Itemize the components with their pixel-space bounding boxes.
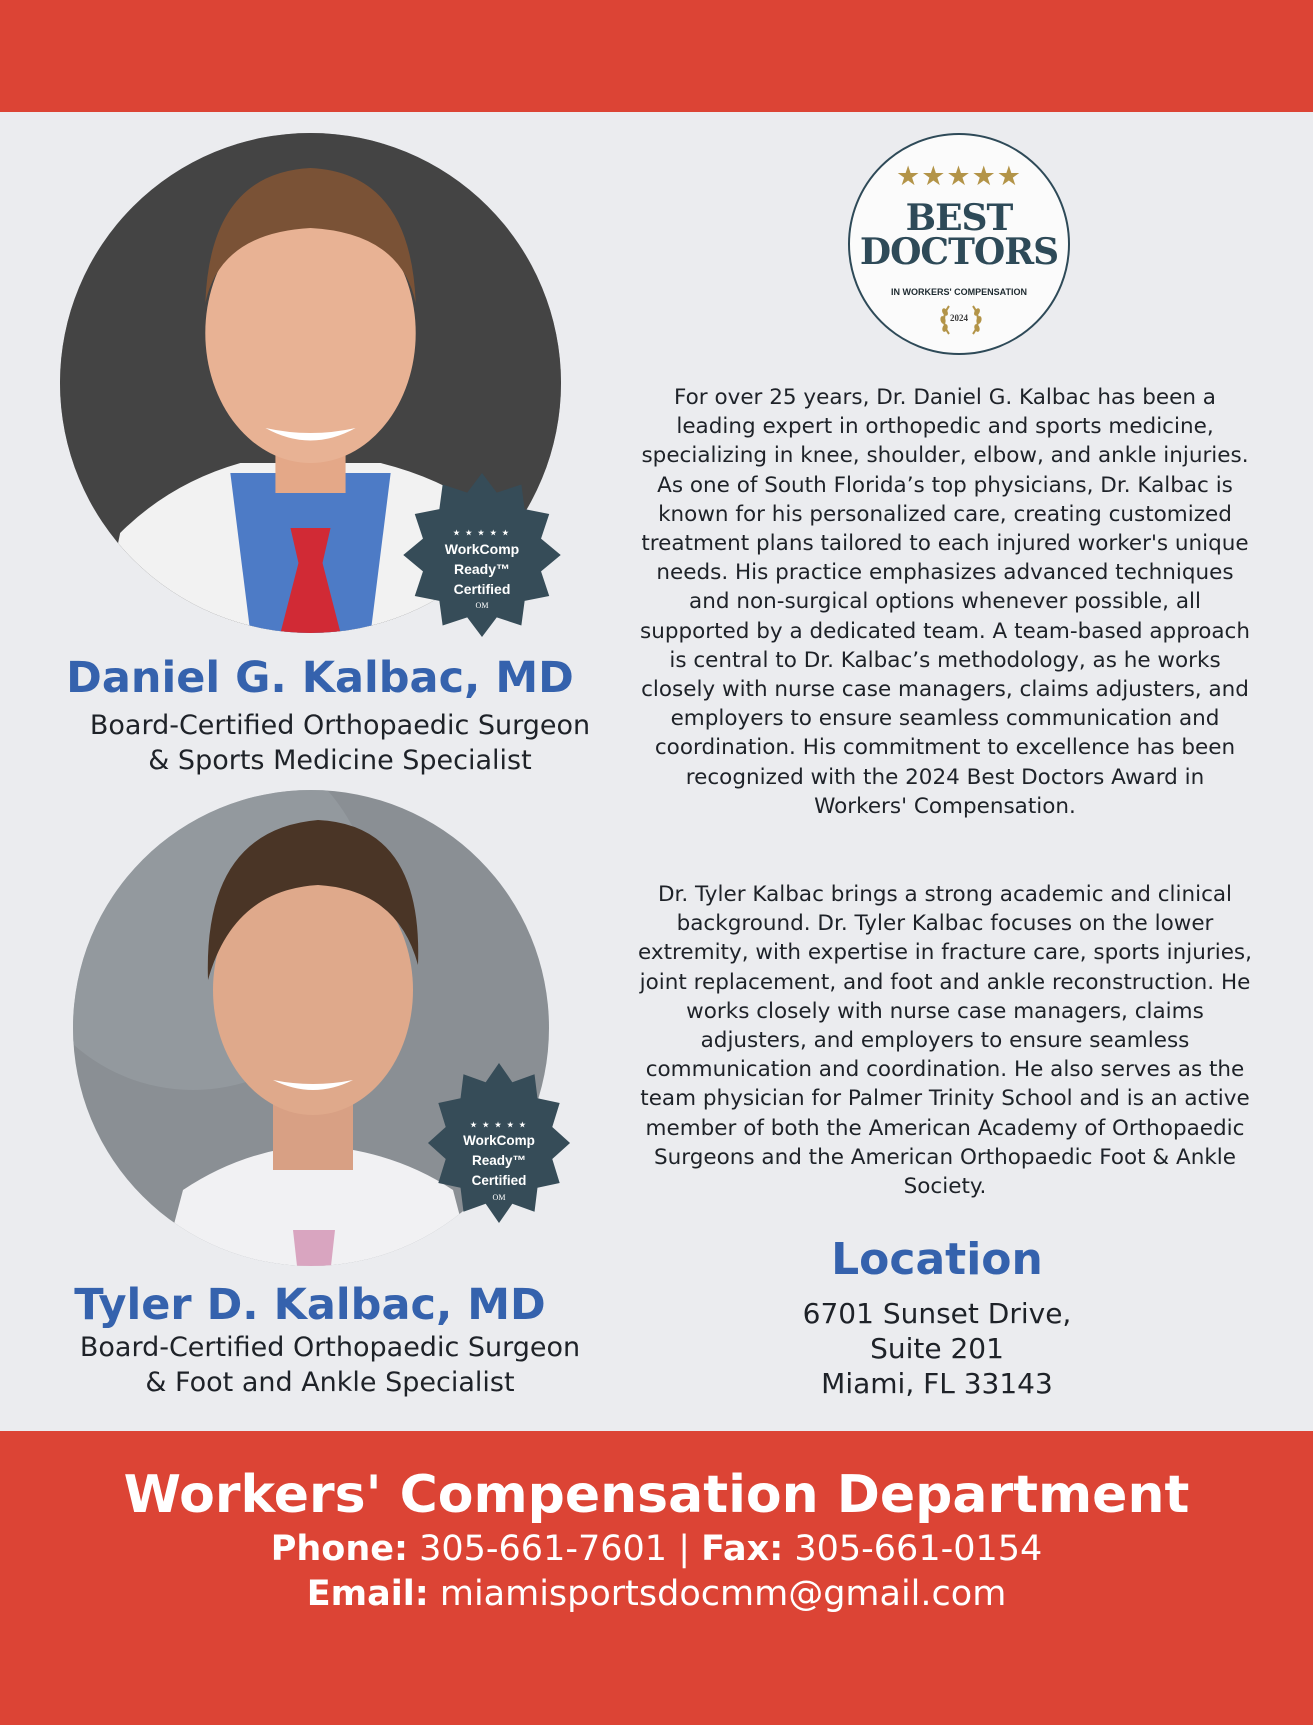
- separator: |: [678, 1529, 690, 1569]
- best-doctors-award-badge: [848, 133, 1070, 355]
- department-title: Workers' Compensation Department: [123, 1465, 1190, 1525]
- title-line-2: & Sports Medicine Specialist: [148, 745, 532, 776]
- doctor-name-daniel: Daniel G. Kalbac, MD: [66, 653, 574, 703]
- seal-line-3: Certified: [453, 581, 511, 597]
- award-subtitle: IN WORKERS' COMPENSATION: [891, 287, 1027, 297]
- seal-line-3: Certified: [471, 1173, 527, 1188]
- title-line-2: & Foot and Ankle Specialist: [145, 1367, 515, 1398]
- award-title-line-2: DOCTORS: [859, 231, 1059, 273]
- seal-stars: ★ ★ ★ ★ ★: [453, 530, 511, 537]
- seal-stars: ★ ★ ★ ★ ★: [470, 1122, 528, 1129]
- doctor-title-daniel: [60, 708, 620, 778]
- award-title-line-1: BEST: [905, 197, 1013, 239]
- award-title: [850, 197, 1068, 273]
- bio-paragraph-tyler: Dr. Tyler Kalbac brings a strong academic and clinical background. Dr. Tyler Kalbac focuses on the lower extremity, with expertise in fracture care, sports injuries, joint replacement, and foot and ankle reconstruction. He works closely with nurse case managers, claims adjusters, and employers to ensure seamless communication and coordination. He also serves as the team physician for Palmer Trinity School and is an active member of both the American Academy of Orthopaedic Surgeons and the American Orthopaedic Foot & Ankle Society.: [638, 882, 1252, 1200]
- workcomp-certified-seal: [400, 473, 564, 637]
- seal-mark: OM: [475, 601, 489, 610]
- phone-number[interactable]: 305-661-7601: [419, 1529, 668, 1569]
- fax-label: Fax:: [701, 1529, 784, 1569]
- address-line-2: Suite 201: [870, 1332, 1004, 1365]
- email-label: Email:: [306, 1574, 429, 1614]
- seal-line-1: WorkComp: [463, 1133, 535, 1148]
- phone-label: Phone:: [270, 1529, 408, 1569]
- award-stars-icon: ★★★★★: [895, 161, 1023, 192]
- address-line-1: 6701 Sunset Drive,: [802, 1297, 1072, 1330]
- contact-email: [0, 1572, 1313, 1616]
- bio-paragraph-daniel: For over 25 years, Dr. Daniel G. Kalbac has been a leading expert in orthopedic and sports medicine, specializing in knee, shoulder, elbow, and ankle injuries. As one of South Florida’s top physicians, Dr. Kalbac is known for his personalized care, creating customized treatment plans tailored to each injured worker's unique needs. His practice emphasizes advanced techniques and non-surgical options whenever possible, all supported by a dedicated team. A team-based approach is central to Dr. Kalbac’s methodology, as he works closely with nurse case managers, claims adjusters, and employers to ensure seamless communication and coordination. His commitment to excellence has been recognized with the 2024 Best Doctors Award in Workers' Compensation.: [640, 385, 1250, 819]
- workcomp-certified-seal: [425, 1063, 573, 1223]
- doctor-name-tyler: Tyler D. Kalbac, MD: [74, 1280, 546, 1330]
- title-line-1: Board-Certified Orthopaedic Surgeon: [89, 710, 591, 741]
- award-year: 2024: [950, 313, 968, 323]
- seal-line-2: Ready™: [453, 561, 511, 577]
- title-line-1: Board-Certified Orthopaedic Surgeon: [79, 1332, 581, 1363]
- seal-mark: OM: [492, 1193, 506, 1202]
- seal-line-2: Ready™: [471, 1153, 527, 1168]
- location-address: [700, 1296, 1174, 1401]
- fax-number: 305-661-0154: [794, 1529, 1043, 1569]
- footer-banner: [0, 1431, 1313, 1725]
- seal-line-1: WorkComp: [444, 541, 520, 557]
- email-address[interactable]: miamisportsdocmm@gmail.com: [439, 1574, 1007, 1614]
- address-line-3: Miami, FL 33143: [821, 1367, 1053, 1400]
- top-banner: [0, 0, 1313, 112]
- contact-phone-fax: [0, 1527, 1313, 1571]
- doctor-title-tyler: [40, 1330, 620, 1400]
- location-heading: Location: [831, 1234, 1043, 1285]
